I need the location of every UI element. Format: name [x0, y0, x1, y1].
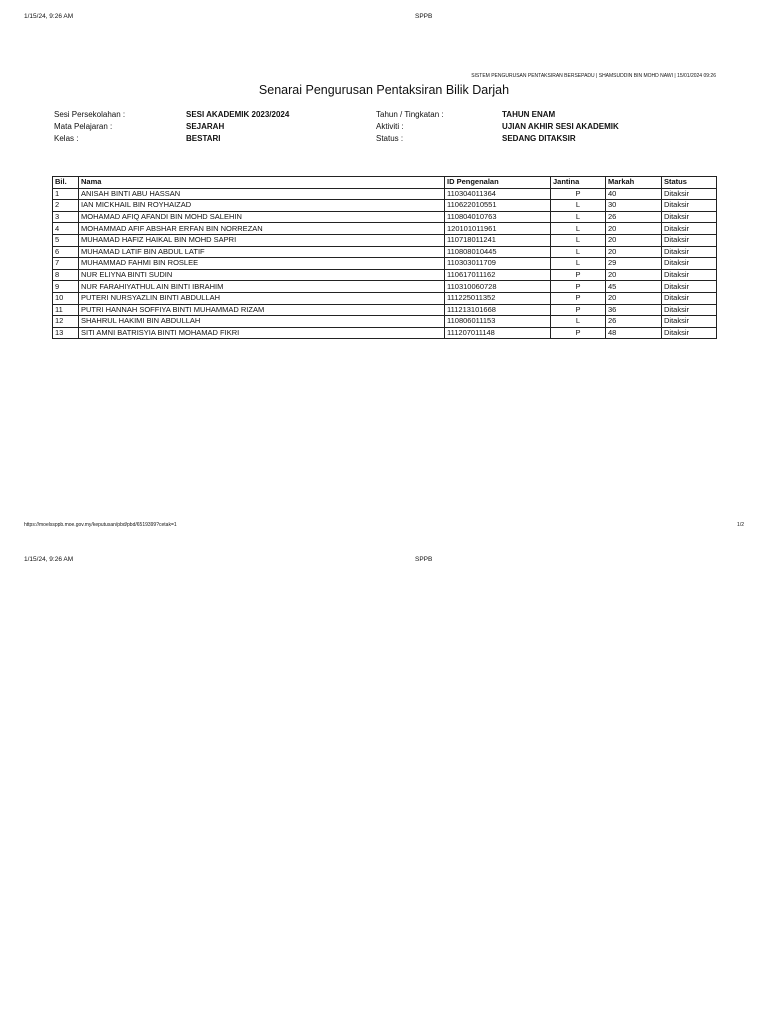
sesi-value: SESI AKADEMIK 2023/2024 — [186, 110, 290, 119]
table-row — [53, 304, 717, 316]
cell-status: Ditaksir — [662, 258, 717, 270]
cell-markah: 26 — [606, 316, 662, 328]
cell-status: Ditaksir — [662, 200, 717, 212]
cell-id: 110806011153 — [445, 316, 551, 328]
cell-nama: MUHAMMAD FAHMI BIN ROSLEE — [79, 258, 445, 270]
table-row — [53, 316, 717, 328]
cell-markah: 36 — [606, 304, 662, 316]
cell-bil: 6 — [53, 246, 79, 258]
cell-bil: 2 — [53, 200, 79, 212]
cell-id: 110310060728 — [445, 281, 551, 293]
cell-markah: 20 — [606, 246, 662, 258]
cell-nama: ANISAH BINTI ABU HASSAN — [79, 188, 445, 200]
status-label: Status : — [376, 134, 404, 143]
col-header-status: Status — [662, 177, 717, 189]
cell-jantina: L — [551, 316, 606, 328]
cell-markah: 40 — [606, 188, 662, 200]
col-header-jantina: Jantina — [551, 177, 606, 189]
cell-nama: IAN MICKHAIL BIN ROYHAIZAD — [79, 200, 445, 212]
cell-id: 110804010763 — [445, 211, 551, 223]
cell-status: Ditaksir — [662, 188, 717, 200]
cell-bil: 5 — [53, 234, 79, 246]
cell-id: 111207011148 — [445, 327, 551, 339]
col-header-id: ID Pengenalan — [445, 177, 551, 189]
cell-nama: MUHAMAD HAFIZ HAIKAL BIN MOHD SAPRI — [79, 234, 445, 246]
cell-id: 110617011162 — [445, 269, 551, 281]
mata-pelajaran-label: Mata Pelajaran : — [54, 122, 113, 131]
cell-jantina: L — [551, 211, 606, 223]
table-row — [53, 327, 717, 339]
print-datetime-page2: 1/15/24, 9:26 AM — [24, 556, 74, 563]
cell-markah: 26 — [606, 211, 662, 223]
cell-status: Ditaksir — [662, 223, 717, 235]
system-meta-line: SISTEM PENGURUSAN PENTAKSIRAN BERSEPADU | SHAMSUDDIN BIN MOHD NAWI | 15/01/2024 09:26 — [471, 73, 716, 79]
cell-jantina: P — [551, 188, 606, 200]
table-row — [53, 211, 717, 223]
kelas-label: Kelas : — [54, 134, 79, 143]
cell-jantina: P — [551, 292, 606, 304]
info-block — [0, 110, 768, 150]
table-row — [53, 188, 717, 200]
mata-pelajaran-value: SEJARAH — [186, 122, 225, 131]
cell-bil: 10 — [53, 292, 79, 304]
student-roster-table — [52, 176, 717, 339]
table-row — [53, 281, 717, 293]
status-value: SEDANG DITAKSIR — [502, 134, 576, 143]
page-number: 1/2 — [737, 522, 744, 528]
cell-bil: 7 — [53, 258, 79, 270]
cell-bil: 11 — [53, 304, 79, 316]
kelas-value: BESTARI — [186, 134, 221, 143]
cell-markah: 30 — [606, 200, 662, 212]
col-header-bil: Bil. — [53, 177, 79, 189]
aktiviti-value: UJIAN AKHIR SESI AKADEMIK — [502, 122, 619, 131]
col-header-markah: Markah — [606, 177, 662, 189]
cell-bil: 12 — [53, 316, 79, 328]
table-header-row — [53, 177, 717, 189]
cell-jantina: P — [551, 304, 606, 316]
cell-nama: SHAHRUL HAKIMI BIN ABDULLAH — [79, 316, 445, 328]
cell-id: 110622010551 — [445, 200, 551, 212]
table-row — [53, 246, 717, 258]
cell-status: Ditaksir — [662, 292, 717, 304]
cell-status: Ditaksir — [662, 234, 717, 246]
cell-bil: 4 — [53, 223, 79, 235]
cell-jantina: L — [551, 258, 606, 270]
cell-bil: 13 — [53, 327, 79, 339]
cell-nama: NUR FARAHIYATHUL AIN BINTI IBRAHIM — [79, 281, 445, 293]
cell-status: Ditaksir — [662, 304, 717, 316]
cell-nama: PUTERI NURSYAZLIN BINTI ABDULLAH — [79, 292, 445, 304]
cell-nama: MOHAMMAD AFIF ABSHAR ERFAN BIN NORREZAN — [79, 223, 445, 235]
cell-bil: 9 — [53, 281, 79, 293]
cell-id: 110303011709 — [445, 258, 551, 270]
table-row — [53, 234, 717, 246]
cell-nama: NUR ELIYNA BINTI SUDIN — [79, 269, 445, 281]
print-url: https://moelssppb.moe.gov.my/keputusan/pbd/pbd/6519399?cetak=1 — [24, 522, 177, 528]
col-header-nama: Nama — [79, 177, 445, 189]
cell-markah: 20 — [606, 269, 662, 281]
cell-markah: 20 — [606, 223, 662, 235]
cell-markah: 29 — [606, 258, 662, 270]
cell-markah: 48 — [606, 327, 662, 339]
cell-jantina: L — [551, 200, 606, 212]
cell-nama: PUTRI HANNAH SOFFIYA BINTI MUHAMMAD RIZAM — [79, 304, 445, 316]
cell-jantina: P — [551, 327, 606, 339]
table-row — [53, 200, 717, 212]
cell-id: 111213101668 — [445, 304, 551, 316]
cell-jantina: L — [551, 234, 606, 246]
cell-status: Ditaksir — [662, 246, 717, 258]
cell-nama: MOHAMAD AFIQ AFANDI BIN MOHD SALEHIN — [79, 211, 445, 223]
cell-status: Ditaksir — [662, 269, 717, 281]
tahun-label: Tahun / Tingkatan : — [376, 110, 444, 119]
cell-id: 111225011352 — [445, 292, 551, 304]
table-row — [53, 258, 717, 270]
table-row — [53, 269, 717, 281]
print-datetime: 1/15/24, 9:26 AM — [24, 13, 74, 20]
cell-markah: 20 — [606, 234, 662, 246]
cell-bil: 3 — [53, 211, 79, 223]
cell-status: Ditaksir — [662, 281, 717, 293]
cell-jantina: L — [551, 246, 606, 258]
cell-markah: 45 — [606, 281, 662, 293]
cell-id: 110718011241 — [445, 234, 551, 246]
cell-id: 120101011961 — [445, 223, 551, 235]
print-app-name: SPPB — [415, 13, 433, 20]
page-title: Senarai Pengurusan Pentaksiran Bilik Darjah — [258, 83, 510, 97]
cell-jantina: P — [551, 269, 606, 281]
cell-id: 110304011364 — [445, 188, 551, 200]
cell-bil: 8 — [53, 269, 79, 281]
cell-jantina: P — [551, 281, 606, 293]
cell-markah: 20 — [606, 292, 662, 304]
cell-nama: MUHAMAD LATIF BIN ABDUL LATIF — [79, 246, 445, 258]
cell-status: Ditaksir — [662, 211, 717, 223]
table-row — [53, 223, 717, 235]
cell-status: Ditaksir — [662, 316, 717, 328]
tahun-value: TAHUN ENAM — [502, 110, 556, 119]
aktiviti-label: Aktiviti : — [376, 122, 404, 131]
cell-nama: SITI AMNI BATRISYIA BINTI MOHAMAD FIKRI — [79, 327, 445, 339]
cell-jantina: L — [551, 223, 606, 235]
cell-id: 110808010445 — [445, 246, 551, 258]
cell-status: Ditaksir — [662, 327, 717, 339]
table-row — [53, 292, 717, 304]
print-app-name-page2: SPPB — [415, 556, 433, 563]
cell-bil: 1 — [53, 188, 79, 200]
sesi-label: Sesi Persekolahan : — [54, 110, 126, 119]
